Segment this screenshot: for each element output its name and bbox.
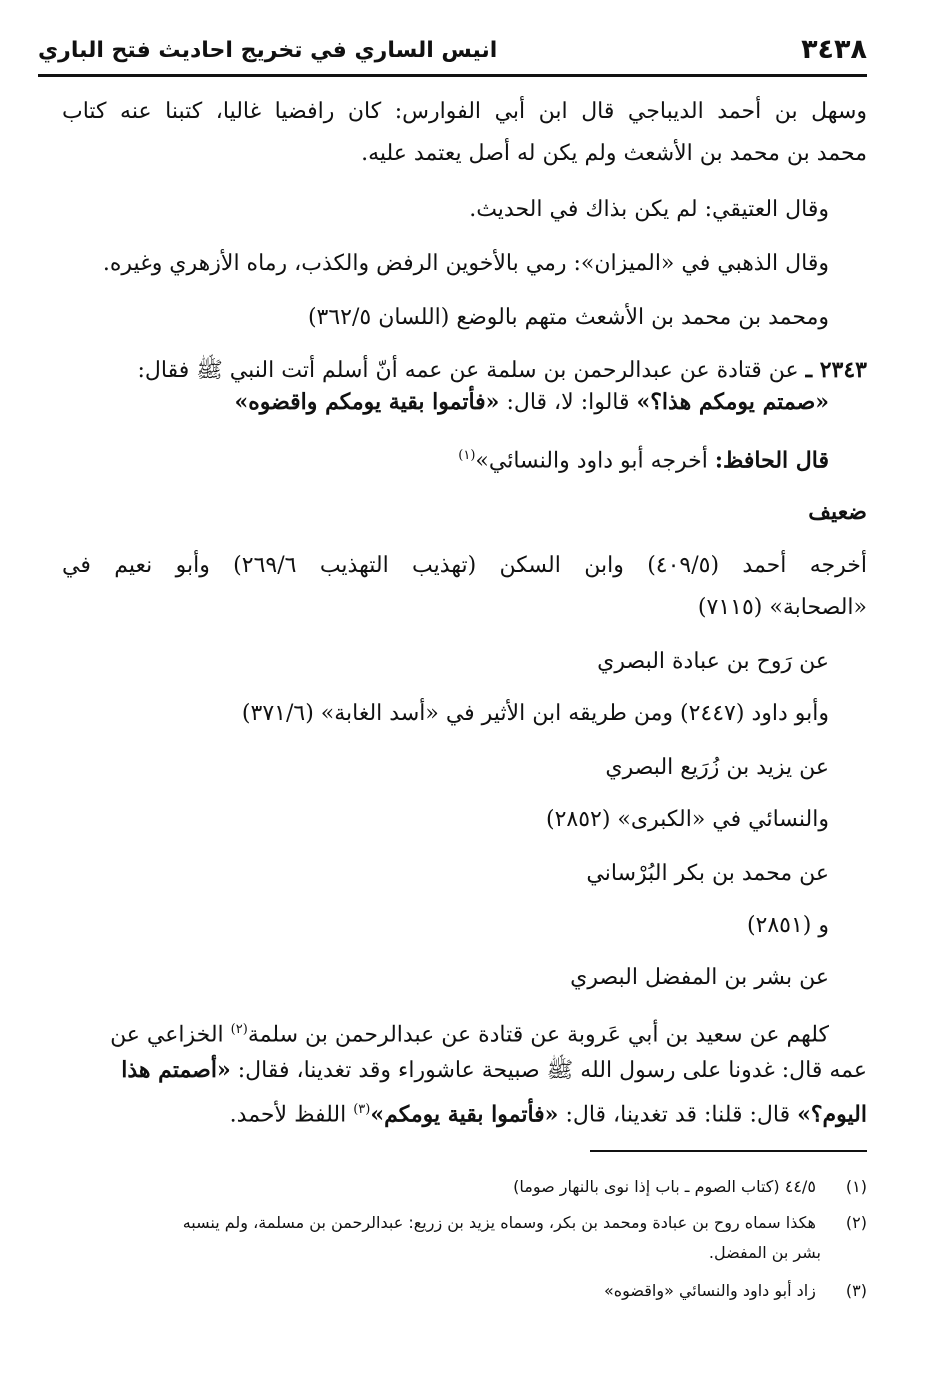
text-line: عن يزيد بن زُرَيع البصري xyxy=(605,755,829,780)
footnote-number: (٢) xyxy=(845,1213,867,1232)
text-span: قال: قلنا: قد تغدينا، قال: xyxy=(565,1102,791,1128)
text-line: عن بشر بن المفضل البصري xyxy=(570,965,829,990)
text-line: محمد بن محمد بن الأشعث ولم يكن له أصل يعتمد عليه. xyxy=(361,141,867,166)
running-header xyxy=(38,24,867,77)
hadith-text: عن قتادة عن عبدالرحمن بن سلمة عن عمه أنّ أسلم أتت النبي ﷺ فقال: xyxy=(137,358,799,383)
text-line: وقال الذهبي في «الميزان»: رمي بالأخوين الرفض والكذب، رماه الأزهري وغيره. xyxy=(102,251,829,276)
footnote-text: بشر بن المفضل. xyxy=(708,1243,821,1262)
text-line: وأبو داود (٢٤٤٧) ومن طريقه ابن الأثير في «أسد الغابة» (٣٧١/٦) xyxy=(241,701,829,726)
footnote-number: (٣) xyxy=(845,1281,867,1300)
footnote-ref: (٢) xyxy=(230,1022,248,1037)
footnote-number: (١) xyxy=(845,1177,867,1196)
text-line: وقال العتيقي: لم يكن بذاك في الحديث. xyxy=(469,197,829,222)
quote: اليوم؟» xyxy=(797,1101,867,1128)
text-line xyxy=(62,382,867,422)
text-span: اللفظ لأحمد. xyxy=(229,1102,347,1128)
text-line: عن رَوح بن عبادة البصري xyxy=(597,649,829,674)
text-span: أخرجه أبو داود والنسائي» xyxy=(475,448,708,474)
quote: «أصمتم هذا xyxy=(121,1057,231,1083)
text-span: الخزاعي عن xyxy=(110,1022,224,1048)
text-span: عمه قال: غدونا على رسول الله ﷺ صبيحة عاشوراء وقد تغدينا، فقال: xyxy=(237,1058,867,1083)
text-line: و (٢٨٥١) xyxy=(746,913,829,938)
footnote-text: زاد أبو داود والنسائي «واقضوه» xyxy=(603,1281,816,1300)
footnote-1 xyxy=(62,1172,867,1202)
book-title: انيس الساري في تخريج احاديث فتح الباري xyxy=(38,38,498,63)
quote: «صمتم يومكم هذا؟» xyxy=(636,389,829,415)
label-hafiz: قال الحافظ: xyxy=(714,447,829,474)
footnote-3 xyxy=(62,1276,867,1306)
hadith-number: ٢٣٤٣ ـ xyxy=(805,357,867,383)
quote: «فأتموا بقية يومكم» xyxy=(370,1101,559,1128)
quote: «فأتموا بقية يومكم واقضوه» xyxy=(234,389,500,415)
text-span: قالوا: لا، قال: xyxy=(506,390,630,415)
footnote-2-cont xyxy=(62,1238,867,1268)
footnote-ref: (٣) xyxy=(353,1102,371,1117)
text-line xyxy=(62,1010,867,1050)
text-line xyxy=(62,436,867,476)
text-line xyxy=(62,1050,867,1090)
page-number: ٣٤٣٨ xyxy=(801,34,867,65)
text-line: أخرجه أحمد (٤٠٩/٥) وابن السكن (تهذيب التهذيب ٢٦٩/٦) وأبو نعيم في xyxy=(62,553,867,578)
text-line xyxy=(62,1090,867,1130)
text-span: كلهم عن سعيد بن أبي عَروبة عن قتادة عن عبدالرحمن بن سلمة xyxy=(247,1022,829,1048)
text-line: عن محمد بن بكر البُرْساني xyxy=(586,861,829,886)
footnote-separator xyxy=(590,1150,867,1152)
grading-label: ضعيف xyxy=(808,499,867,525)
text-line: «الصحابة» (٧١١٥) xyxy=(697,595,867,620)
text-line: والنسائي في «الكبرى» (٢٨٥٢) xyxy=(545,807,829,832)
footnote-text: هكذا سماه روح بن عبادة ومحمد بن بكر، وسماه يزيد بن زريع: عبدالرحمن بن مسلمة، ولم ينسبه xyxy=(182,1213,816,1232)
text-line: وسهل بن أحمد الديباجي قال ابن أبي الفوارس: كان رافضيا غاليا، كتبنا عنه كتاب xyxy=(62,99,867,124)
footnote-text: ٤٤/٥ (كتاب الصوم ـ باب إذا نوى بالنهار صوما) xyxy=(513,1177,816,1196)
footnote-2 xyxy=(62,1208,867,1238)
text-line: ومحمد بن محمد بن الأشعث متهم بالوضع (اللسان ٣٦٢/٥) xyxy=(307,305,829,330)
footnote-ref: (١) xyxy=(458,448,476,463)
